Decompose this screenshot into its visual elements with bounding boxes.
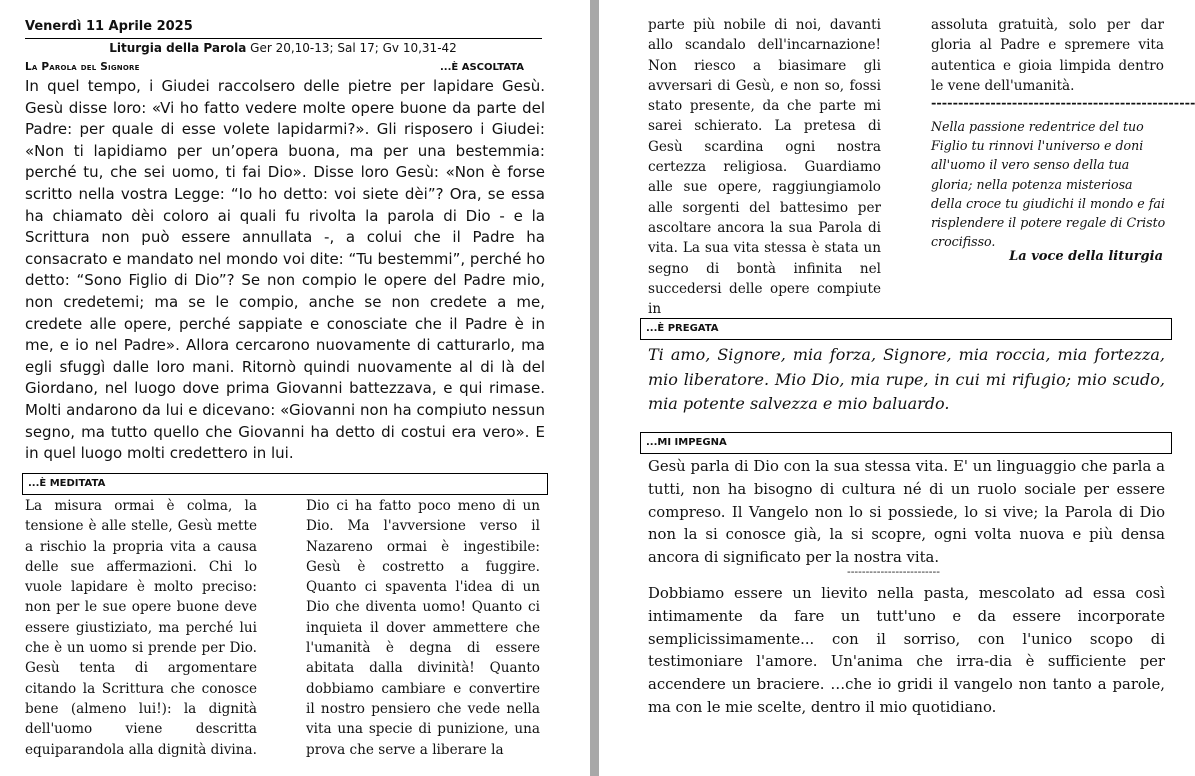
gospel-text: In quel tempo, i Giudei raccolsero delle pietre per lapidare Gesù. Gesù disse loro: «Vi ho fatto vedere molte opere buone da parte del Padre: per quale di esse volete lapidarmi?». Gli risposero i Giudei: «Non ti lapidiamo per un’opera buona, ma per una bestemmia: perché tu, che sei uomo, ti fai Dio». Disse loro Gesù: «Non è forse scritto nella vostra Legge: “Io ho detto: voi siete dèi”? Ora, se essa ha chiamato dèi coloro ai quali fu rivolta la parola di Dio - e la Scrittura non può essere annullata -, a colui che il Padre ha consacrato e mandato nel mondo voi dite: “Tu bestemmi”, perché ho detto: “Sono Figlio di Dio”? Se non compio le opere del Padre mio, non credetemi; ma se le compio, anche se non credete a me, credete alle opere, perché sappiate e conosciate che il Padre è in me, e io nel Padre». Allora cercarono nuovamente di catturarlo, ma egli sfuggì dalle loro mani. Ritornò quindi nuovamente al di là del Giordano, nel luogo dove prima Giovanni battezzava, e qui rimase. Molti andarono da lui e dicevano: «Giovanni non ha compiuto nessun segno, ma tutto quello che Giovanni ha detto di costui era vero». E in quel luogo molti credettero in lui. <box>25 77 545 463</box>
section-title-parola: La Parola del Signore <box>25 61 140 73</box>
pregata-heading <box>640 318 1172 340</box>
commitment-text-1: Gesù parla di Dio con la sua stessa vita. E' un linguaggio che parla a tutti, non ha bisogno di cultura né di un ruolo sociale per essere compreso. Il Vangelo non lo si possiede, lo si vive; la Parola di Dio non la si conosce già, la si scopre, ogni volta nuova e più densa ancora di significato per la nostra vita. <box>648 458 1165 567</box>
meditation-column-4: assoluta gratuità, solo per dar gloria al Padre e spremere vita autentica e gioia limpida dentro le vene dell'umanità. <box>931 17 1164 94</box>
impegna-heading <box>640 432 1172 454</box>
section-title-ascoltata: ...È ASCOLTATA <box>440 62 524 73</box>
liturgy-prayer: Nella passione redentrice del tuo Figlio tu rinnovi l'universo e doni all'uomo il vero senso della tua gloria; nella potenza misteriosa della croce tu giudichi il mondo e fai risplendere il potere regale di Cristo crocifisso. <box>931 119 1166 250</box>
right-page <box>599 0 1195 776</box>
meditation-column-2: Dio ci ha fatto poco meno di un Dio. Ma l'avversione verso il Nazareno ormai è ingestibile: Gesù è costretto a fuggire. Quanto ci spaventa l'idea di un Dio che diventa uomo! Quanto ci inquieta il dover ammettere che l'umanità è degna di essere abitata dalla divinità! Quanto dobbiamo cambiare e convertire il nostro pensiero che vede nella vita una specie di punizione, una prova che serve a liberare la <box>306 498 540 758</box>
liturgy-label: Liturgia della Parola <box>109 41 247 55</box>
dashed-separator: ------------------------------------------------- <box>931 96 1195 111</box>
date-heading: Venerdì 11 Aprile 2025 <box>25 19 193 34</box>
meditation-column-1: La misura ormai è colma, la tensione è alle stelle, Gesù mette a rischio la propria vita a causa delle sue affermazioni. Chi lo vuole lapidare è molto preciso: non per le sue opere buone deve essere giustiziato, ma perché lui che è un uomo si prende per Dio. Gesù tenta di argomentare citando la Scrittura che conosce bene (almeno lui!): la dignità dell'uomo viene descritta equiparandola alla dignità divina. <box>25 498 257 758</box>
commitment-text-2: Dobbiamo essere un lievito nella pasta, mescolato ad essa così intimamente da fare un tutt'uno e da essere incorporate semplicissimamente... con il sorriso, con l'unico scopo di testimoniare l'amore. Un'anima che irra-dia è sufficiente per accendere un braciere. …che io gridi il vangelo non tanto a parole, ma con le mie scelte, dentro il mio quotidiano. <box>648 585 1165 716</box>
readings-ref: Ger 20,10-13; Sal 17; Gv 10,31-42 <box>250 41 457 55</box>
header-rule <box>25 38 542 39</box>
meditata-heading <box>22 473 548 495</box>
left-page <box>0 0 590 776</box>
liturgy-line <box>0 41 566 55</box>
impegna-label: ...MI IMPEGNA <box>646 437 727 448</box>
prayer-text: Ti amo, Signore, mia forza, Signore, mia roccia, mia fortezza, mio liberatore. Mio Dio, mia rupe, in cui mi rifugio; mio scudo, mia potente salvezza e mio baluardo. <box>648 345 1165 413</box>
meditation-column-3: parte più nobile di noi, davanti allo scandalo dell'incarnazione! Non riesco a biasimare gli avversari di Gesù, e non so, fossi stato presente, da che parte mi sarei schierato. La pretesa di Gesù scardina ogni nostra certezza religiosa. Guardiamo alle sue opere, raggiungiamolo alle sorgenti del battesimo per ascoltare ancora la sua Parola di vita. La sua vita stessa è stata un segno di bontà infinita nel succedersi delle opere compiute in <box>648 17 881 318</box>
page-gutter <box>590 0 599 776</box>
pregata-label: ...È PREGATA <box>646 323 719 334</box>
meditata-label: ...È MEDITATA <box>28 478 106 489</box>
short-separator: ------------------------- <box>847 565 940 578</box>
liturgy-source: La voce della liturgia <box>1009 249 1163 264</box>
